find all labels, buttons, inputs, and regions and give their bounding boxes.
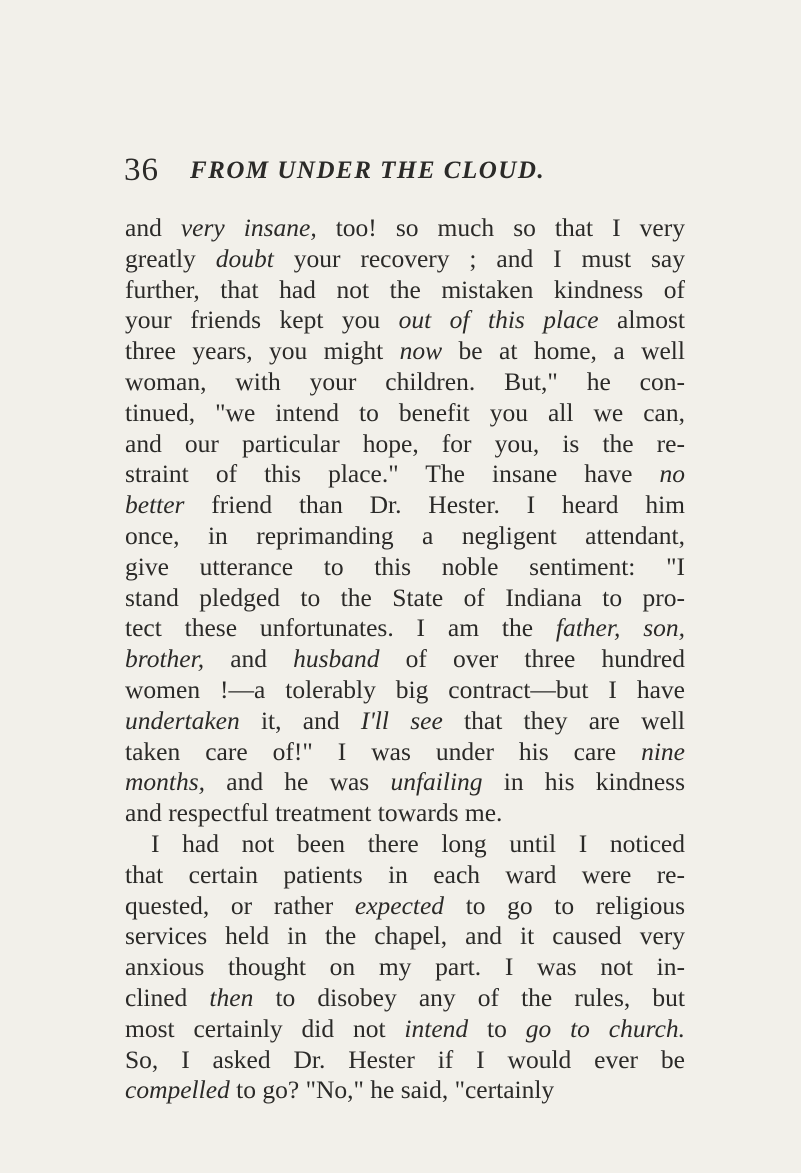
text-segment: greatly (125, 243, 216, 273)
text-segment: give utterance to this noble sentiment: "I (125, 551, 685, 581)
text-line (125, 305, 685, 336)
italic-text: compelled (125, 1075, 230, 1105)
italic-text: out of this place (398, 305, 599, 335)
text-segment: be at home, a well (442, 336, 685, 366)
text-line (125, 921, 685, 952)
italic-text: brother, (125, 644, 205, 674)
text-segment: tinued, "we intend to benefit you all we can, (125, 397, 685, 427)
text-segment: services held in the chapel, and it caused very (125, 921, 685, 951)
italic-text: now (399, 336, 443, 366)
text-segment: three years, you might (125, 336, 400, 366)
text-segment: woman, with your children. But," he con- (125, 366, 685, 396)
italic-text: then (209, 982, 254, 1012)
text-segment: and he was (205, 767, 391, 797)
italic-text: unfailing (390, 767, 483, 797)
text-line (125, 213, 685, 244)
italic-text: nine (641, 736, 685, 766)
text-line (125, 798, 685, 829)
text-line (125, 1014, 685, 1045)
text-line (125, 367, 685, 398)
text-line (125, 891, 685, 922)
text-segment: it, and (239, 705, 361, 735)
text-segment: to go? "No," he said, "certainly (229, 1075, 555, 1105)
text-segment: stand pledged to the State of Indiana to pro- (125, 582, 685, 612)
text-line (125, 398, 685, 429)
italic-text: go to church. (525, 1013, 685, 1043)
text-segment: almost (598, 305, 685, 335)
text-segment: too! so much so that I very (316, 213, 685, 242)
text-segment: taken care of!" I was under his care (125, 736, 642, 766)
text-line (125, 737, 685, 768)
text-line (125, 583, 685, 614)
text-line (125, 1045, 685, 1076)
text-line (125, 552, 685, 583)
text-line (125, 952, 685, 983)
text-segment: most certainly did not (125, 1013, 405, 1043)
italic-text: doubt (215, 243, 274, 273)
italic-text: undertaken (125, 705, 240, 735)
italic-text: better (125, 490, 185, 520)
text-line (125, 521, 685, 552)
running-title: FROM UNDER THE CLOUD. (190, 157, 546, 184)
text-line (125, 983, 685, 1014)
italic-text: I'll see (360, 705, 443, 735)
text-segment: in his kindness (482, 767, 685, 797)
italic-text: father, son, (555, 613, 685, 643)
text-segment: So, I asked Dr. Hester if I would ever be (125, 1044, 685, 1074)
text-segment: once, in reprimanding a negligent attendant, (125, 520, 685, 550)
text-segment: that they are well (442, 705, 685, 735)
text-line (125, 490, 685, 521)
text-line (125, 860, 685, 891)
italic-text: husband (293, 644, 380, 674)
text-line (125, 336, 685, 367)
text-line (125, 613, 685, 644)
text-segment: I had not been there long until I noticed (151, 828, 685, 858)
text-segment: tect these unfortunates. I am the (125, 613, 556, 643)
page-number: 36 (124, 152, 159, 188)
text-line (125, 706, 685, 737)
text-line (125, 244, 685, 275)
text-segment: clined (125, 982, 210, 1012)
text-segment: women !—a tolerably big contract—but I have (125, 674, 685, 704)
text-line (125, 429, 685, 460)
text-segment: to go to religious (444, 890, 685, 920)
text-segment: that certain patients in each ward were re- (125, 859, 685, 889)
italic-text: expected (354, 890, 445, 920)
text-segment: your friends kept you (125, 305, 399, 335)
text-segment: quested, or rather (125, 890, 355, 920)
text-segment: of over three hundred (379, 644, 685, 674)
text-line (125, 829, 685, 860)
text-line (125, 459, 685, 490)
text-line (125, 767, 685, 798)
running-head (124, 150, 684, 190)
text-line (125, 1075, 685, 1106)
text-segment: and respectful treatment towards me. (125, 798, 503, 828)
text-segment: straint of this place." The insane have (125, 459, 660, 489)
text-line (125, 275, 685, 306)
italic-text: no (659, 459, 685, 489)
text-segment: and (125, 213, 181, 242)
text-segment: friend than Dr. Hester. I heard him (184, 490, 685, 520)
text-segment: and (204, 644, 294, 674)
text-segment: anxious thought on my part. I was not in- (125, 952, 685, 982)
text-line (125, 675, 685, 706)
text-line (125, 644, 685, 675)
text-segment: to disobey any of the rules, but (253, 982, 685, 1012)
text-segment: to (468, 1013, 526, 1043)
body-text (125, 213, 685, 1106)
text-segment: your recovery ; and I must say (273, 243, 685, 273)
italic-text: intend (404, 1013, 469, 1043)
italic-text: months, (125, 767, 206, 797)
text-segment: and our particular hope, for you, is the re- (125, 428, 685, 458)
italic-text: very insane, (180, 213, 317, 242)
text-segment: further, that had not the mistaken kindness of (125, 274, 685, 304)
